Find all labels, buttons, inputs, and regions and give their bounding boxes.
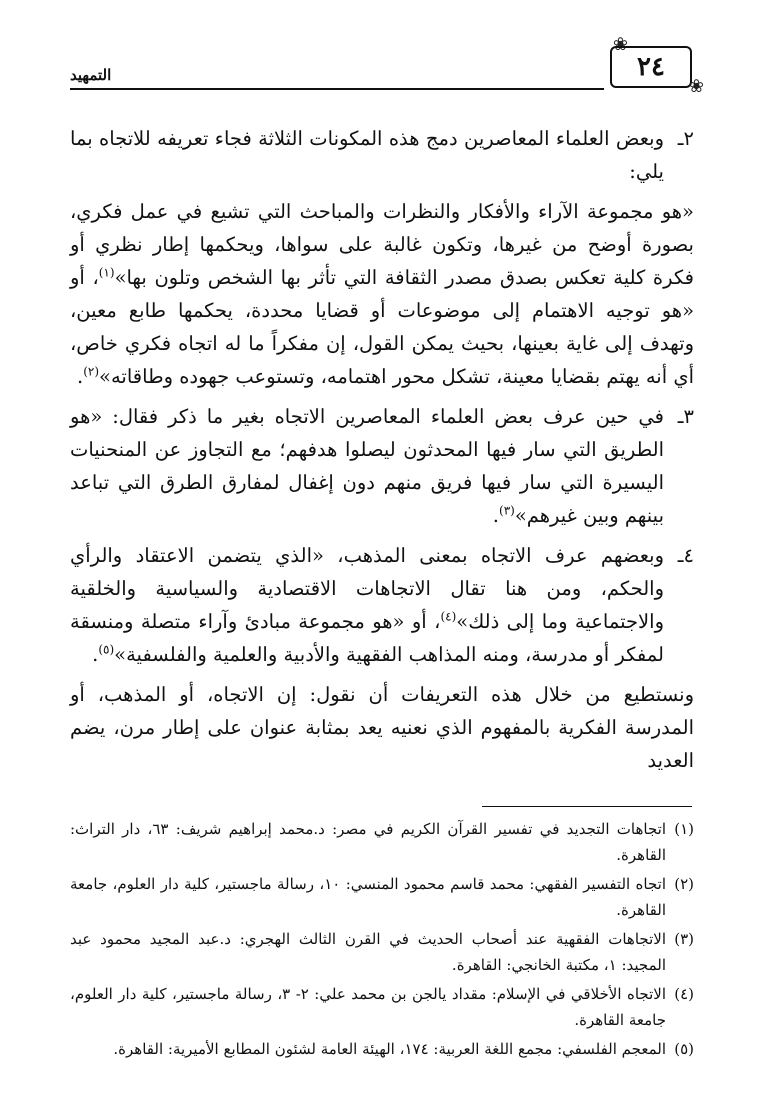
- running-head: التمهيد: [70, 66, 112, 84]
- conclusion-paragraph: ونستطيع من خلال هذه التعريفات أن نقول: إن الاتجاه، أو المذهب، أو المدرسة الفكرية بالمفهوم الذي نعنيه يعد بمثابة عنوان على إطار مرن، يضم العديد: [70, 683, 694, 772]
- quote-text: «هو مجموعة الآراء والأفكار والنظرات والمباحث التي تشيع في عمل فكري، بصورة أوضح من غيرها، وتكون غالبة على سواها، ويحكمها إطار نظري أو فكرة كلية تعكس بصدق مصدر الثقافة التي تأثر بها الشخص وتلون بها»: [70, 200, 694, 289]
- list-text: [70, 400, 664, 532]
- footnote-ref[interactable]: (٥): [98, 642, 115, 657]
- definition-paragraph: [70, 195, 694, 393]
- list-item-2: [70, 122, 694, 188]
- footnote-text: اتجاه التفسير الفقهي: محمد قاسم محمود المنسي: ١٠، رسالة ماجستير، كلية دار العلوم، جامعة القاهرة.: [70, 875, 666, 919]
- footnotes: [70, 816, 694, 1065]
- footnote-text: اتجاهات التجديد في تفسير القرآن الكريم في مصر: د.محمد إبراهيم شريف: ٦٣، دار التراث: القاهرة.: [70, 820, 667, 864]
- list-number: ٤ـ: [677, 544, 694, 567]
- footnote-item: [70, 981, 694, 1033]
- floral-ornament-icon: ❀: [612, 34, 628, 55]
- list-number: ٢ـ: [677, 127, 694, 150]
- list-text: وبعض العلماء المعاصرين دمج هذه المكونات الثلاثة فجاء تعريفه للاتجاه بما يلي:: [70, 127, 664, 183]
- main-text: [70, 122, 694, 777]
- quote-text: ، أو «هو توجيه الاهتمام إلى موضوعات أو قضايا محددة، يحكمها طابع معين، وتهدف إلى غاية بعينها، بحيث يمكن القول، إن مفكراً ما له اتجاه فكري خاص، أي أنه يهتم بقضايا معينة، تشكل محور اهتمامه، وتستوعب جهوده وطاقاته»: [70, 266, 694, 388]
- list-text: [70, 539, 664, 671]
- page-header: [70, 34, 704, 97]
- floral-ornament-icon: ❀: [688, 76, 704, 97]
- list-item-3: [70, 400, 694, 532]
- list-number: ٣ـ: [677, 405, 694, 428]
- footnote-text: المعجم الفلسفي: مجمع اللغة العربية: ١٧٤، الهيئة العامة لشئون المطابع الأميرية: القاهرة.: [113, 1040, 666, 1058]
- punctuation: .: [77, 365, 84, 388]
- footnote-ref[interactable]: (١): [98, 265, 115, 280]
- list-item-4: [70, 539, 694, 671]
- quote-text: ، أو «هو مجموعة مبادئ وآراء متصلة ومنسقة لمفكر أو مدرسة، ومنه المذاهب الفقهية والأدبية والعلمية والفلسفية»: [70, 610, 664, 666]
- footnote-number: (٣): [674, 930, 694, 948]
- punctuation: .: [492, 504, 499, 527]
- footnote-item: [70, 871, 694, 923]
- footnote-ref[interactable]: (٢): [83, 364, 100, 379]
- quote-text: وبعضهم عرف الاتجاه بمعنى المذهب، «الذي يتضمن الاعتقاد والرأي والحكم، ومن هنا تقال الاتجاهات الاقتصادية والسياسية والخلقية والاجتماعية وما إلى ذلك»: [70, 544, 664, 633]
- footnote-number: (٥): [674, 1040, 694, 1058]
- page-number: ٢٤: [610, 46, 692, 88]
- footnote-ref[interactable]: (٣): [499, 503, 515, 518]
- quote-text: في حين عرف بعض العلماء المعاصرين الاتجاه بغير ما ذكر فقال: «هو الطريق التي سار فيها المحدثون ليصلوا هدفهم؛ مع التجاوز عن المنحنيات اليسيرة التي سار فيها فريق منهم دون إغفال لمفارق الطرق التي تباعد بينهم وبين غيرهم»: [70, 405, 664, 527]
- footnote-item: [70, 816, 694, 868]
- header-rule: [70, 88, 604, 90]
- footnote-text: الاتجاهات الفقهية عند أصحاب الحديث في القرن الثالث الهجري: د.عبد المجيد محمود عبد المجيد: ١، مكتبة الخانجي: القاهرة.: [70, 930, 666, 974]
- footnote-separator: [482, 806, 692, 807]
- footnote-number: (٢): [674, 875, 694, 893]
- footnote-ref[interactable]: (٤): [440, 609, 457, 624]
- footnote-text: الاتجاه الأخلاقي في الإسلام: مقداد يالجن بن محمد علي: ٢- ٣، رسالة ماجستير، كلية دار العلوم، جامعة القاهرة.: [70, 985, 666, 1029]
- footnote-number: (١): [674, 820, 694, 838]
- footnote-item: [70, 926, 694, 978]
- footnote-item: [70, 1036, 694, 1062]
- punctuation: .: [92, 643, 99, 666]
- footnote-number: (٤): [674, 985, 694, 1003]
